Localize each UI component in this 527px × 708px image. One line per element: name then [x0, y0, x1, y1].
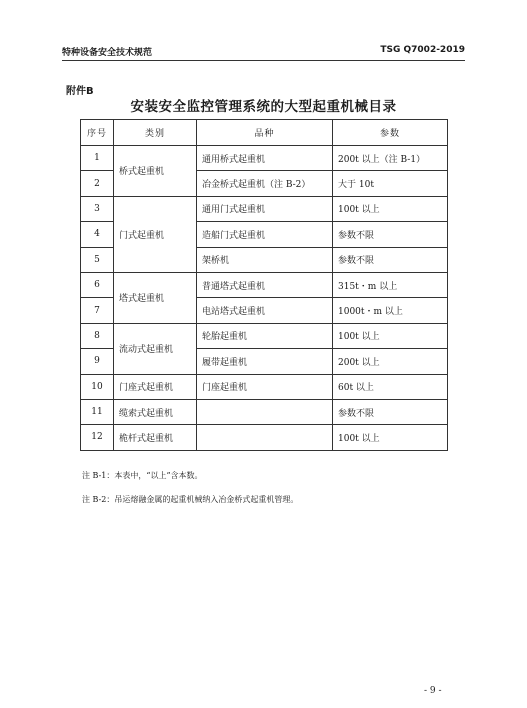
- param-cell: 100t 以上: [333, 425, 448, 450]
- table-header-row: [81, 120, 448, 146]
- table-row: [81, 374, 448, 399]
- table-row: [81, 146, 448, 171]
- table-row: [81, 323, 448, 348]
- param-cell: 315t・m 以上: [333, 272, 448, 297]
- param-cell: 60t 以上: [333, 374, 448, 399]
- row-number: 9: [81, 349, 114, 374]
- param-cell: 100t 以上: [333, 196, 448, 221]
- variety-cell: [197, 425, 333, 450]
- row-number: 5: [81, 247, 114, 272]
- variety-cell: 电站塔式起重机: [197, 298, 333, 323]
- table-row: [81, 272, 448, 297]
- param-cell: 参数不限: [333, 247, 448, 272]
- header-spec-name: 特种设备安全技术规范: [62, 48, 153, 58]
- crane-catalog-table: [80, 119, 448, 451]
- param-cell: 参数不限: [333, 399, 448, 424]
- param-cell: 200t 以上（注 B-1）: [333, 146, 448, 171]
- variety-cell: 造船门式起重机: [197, 222, 333, 247]
- row-number: 3: [81, 196, 114, 221]
- note-b2: 注 B-2：吊运熔融金属的起重机械纳入冶金桥式起重机管理。: [82, 495, 299, 504]
- note-b1: 注 B-1：本表中，“以上”含本数。: [82, 471, 203, 480]
- page-header: [62, 42, 465, 61]
- category-cell: 塔式起重机: [114, 272, 197, 323]
- row-number: 2: [81, 171, 114, 196]
- row-number: 8: [81, 323, 114, 348]
- column-header-no: 序号: [81, 120, 114, 146]
- variety-cell: 通用桥式起重机: [197, 146, 333, 171]
- header-spec-code: TSG Q7002-2019: [380, 45, 465, 55]
- category-cell: 桅杆式起重机: [114, 425, 197, 450]
- table-row: [81, 399, 448, 424]
- category-cell: 门座式起重机: [114, 374, 197, 399]
- page-title: 安装安全监控管理系统的大型起重机械目录: [130, 99, 397, 115]
- param-cell: 100t 以上: [333, 323, 448, 348]
- category-cell: 门式起重机: [114, 196, 197, 272]
- row-number: 1: [81, 146, 114, 171]
- table-row: [81, 196, 448, 221]
- row-number: 6: [81, 272, 114, 297]
- row-number: 11: [81, 399, 114, 424]
- column-header-variety: 品种: [197, 120, 333, 146]
- variety-cell: 轮胎起重机: [197, 323, 333, 348]
- variety-cell: 架桥机: [197, 247, 333, 272]
- category-cell: 桥式起重机: [114, 146, 197, 197]
- variety-cell: 门座起重机: [197, 374, 333, 399]
- param-cell: 200t 以上: [333, 349, 448, 374]
- param-cell: 参数不限: [333, 222, 448, 247]
- row-number: 7: [81, 298, 114, 323]
- category-cell: 缆索式起重机: [114, 399, 197, 424]
- param-cell: 1000t・m 以上: [333, 298, 448, 323]
- table-body: [81, 146, 448, 451]
- appendix-label: 附件B: [66, 86, 94, 97]
- variety-cell: 履带起重机: [197, 349, 333, 374]
- table-row: [81, 425, 448, 450]
- category-cell: 流动式起重机: [114, 323, 197, 374]
- column-header-category: 类别: [114, 120, 197, 146]
- variety-cell: [197, 399, 333, 424]
- page-number: - 9 -: [424, 686, 442, 696]
- column-header-param: 参数: [333, 120, 448, 146]
- row-number: 12: [81, 425, 114, 450]
- row-number: 10: [81, 374, 114, 399]
- variety-cell: 通用门式起重机: [197, 196, 333, 221]
- variety-cell: 冶金桥式起重机（注 B-2）: [197, 171, 333, 196]
- param-cell: 大于 10t: [333, 171, 448, 196]
- row-number: 4: [81, 222, 114, 247]
- variety-cell: 普通塔式起重机: [197, 272, 333, 297]
